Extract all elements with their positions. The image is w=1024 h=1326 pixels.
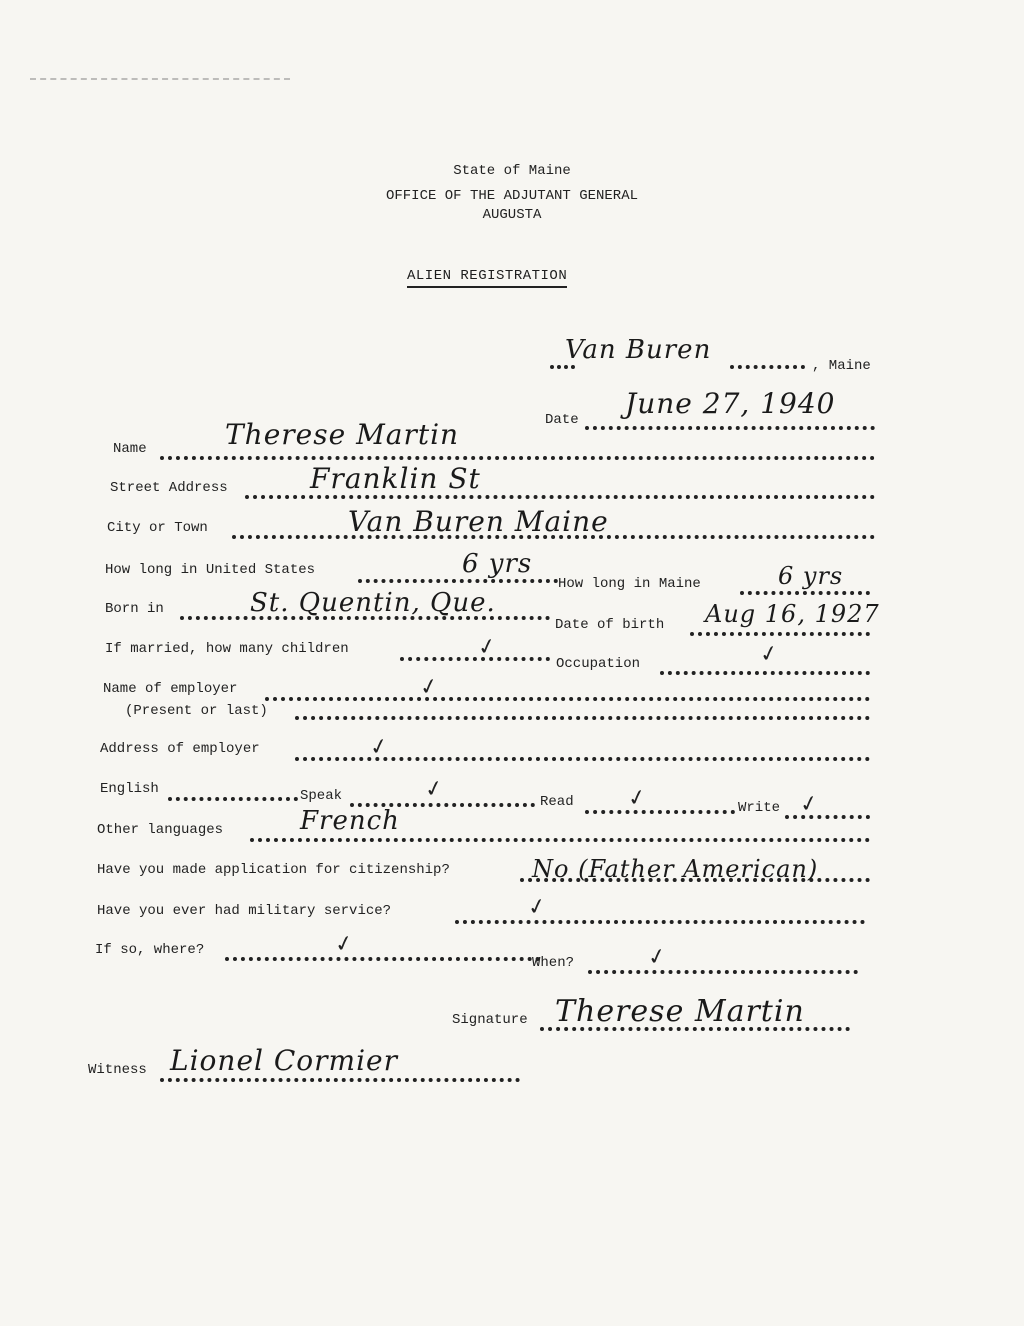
employer-label: Name of employer [103, 681, 238, 697]
scan-artifact-line [30, 78, 290, 90]
born-in-label: Born in [105, 601, 164, 617]
other-languages-dots [250, 838, 870, 842]
where-dots [225, 957, 540, 961]
english-label: English [100, 781, 159, 797]
name-dots [160, 456, 875, 460]
place-dots-tail [730, 365, 805, 369]
birth-date-value: Aug 16, 1927 [705, 600, 880, 628]
occupation-label: Occupation [556, 656, 641, 672]
where-label: If so, where? [95, 942, 205, 958]
write-label: Write [738, 800, 781, 816]
when-dots [588, 970, 858, 974]
military-dots [455, 920, 865, 924]
children-label: If married, how many children [105, 641, 349, 657]
signature-label: Signature [452, 1012, 528, 1028]
us-duration-dots [358, 579, 558, 583]
speak-label: Speak [300, 788, 343, 804]
born-in-value: St. Quentin, Que. [250, 588, 496, 618]
employer-dots-2 [295, 716, 870, 720]
witness-label: Witness [88, 1062, 147, 1078]
witness-dots [160, 1078, 520, 1082]
citizenship-value: No (Father American) [532, 855, 819, 883]
read-dots [585, 810, 735, 814]
when-label: When? [532, 955, 575, 971]
occupation-dots [660, 671, 870, 675]
speak-check: ✓ [422, 775, 446, 804]
occupation-check: ✓ [757, 640, 781, 669]
maine-duration-dots [740, 591, 870, 595]
city-value: Van Buren Maine [348, 505, 609, 538]
read-check: ✓ [625, 784, 649, 813]
form-title: ALIEN REGISTRATION [407, 268, 567, 288]
employer-check: ✓ [417, 673, 441, 702]
date-dots [585, 426, 875, 430]
city-label: City or Town [107, 520, 208, 536]
citizenship-label: Have you made application for citizenship? [97, 862, 450, 878]
street-value: Franklin St [310, 462, 481, 495]
write-check: ✓ [797, 790, 821, 819]
employer-address-check: ✓ [367, 733, 391, 762]
other-languages-label: Other languages [97, 822, 224, 838]
state-heading: State of Maine [453, 163, 571, 179]
where-check: ✓ [332, 930, 356, 959]
birth-date-label: Date of birth [555, 617, 665, 633]
place-dots-lead [550, 365, 575, 369]
date-label: Date [545, 412, 579, 428]
us-duration-label: How long in United States [105, 562, 316, 578]
military-check: ✓ [525, 893, 549, 922]
street-label: Street Address [110, 480, 228, 496]
children-dots [400, 657, 550, 661]
employer-dots [265, 697, 870, 701]
witness-value: Lionel Cormier [170, 1044, 398, 1077]
write-dots [785, 815, 870, 819]
signature-value: Therese Martin [555, 994, 805, 1029]
place-value: Van Buren [565, 335, 712, 365]
office-heading: OFFICE OF THE ADJUTANT GENERAL [385, 188, 639, 204]
military-label: Have you ever had military service? [97, 903, 392, 919]
employer-sublabel: (Present or last) [125, 703, 268, 719]
other-languages-value: French [300, 806, 400, 836]
when-check: ✓ [645, 943, 669, 972]
city-heading: AUGUSTA [482, 207, 542, 223]
name-value: Therese Martin [225, 418, 460, 451]
date-value: June 27, 1940 [625, 387, 836, 420]
employer-address-label: Address of employer [100, 741, 260, 757]
place-suffix: , Maine [812, 358, 871, 374]
birth-date-dots [690, 632, 870, 636]
children-check: ✓ [475, 633, 499, 662]
read-label: Read [540, 794, 574, 810]
english-dots [168, 797, 298, 801]
us-duration-value: 6 yrs [462, 549, 533, 579]
maine-duration-label: How long in Maine [558, 576, 701, 592]
maine-duration-value: 6 yrs [778, 562, 844, 590]
street-dots [245, 495, 875, 499]
name-label: Name [113, 441, 147, 457]
